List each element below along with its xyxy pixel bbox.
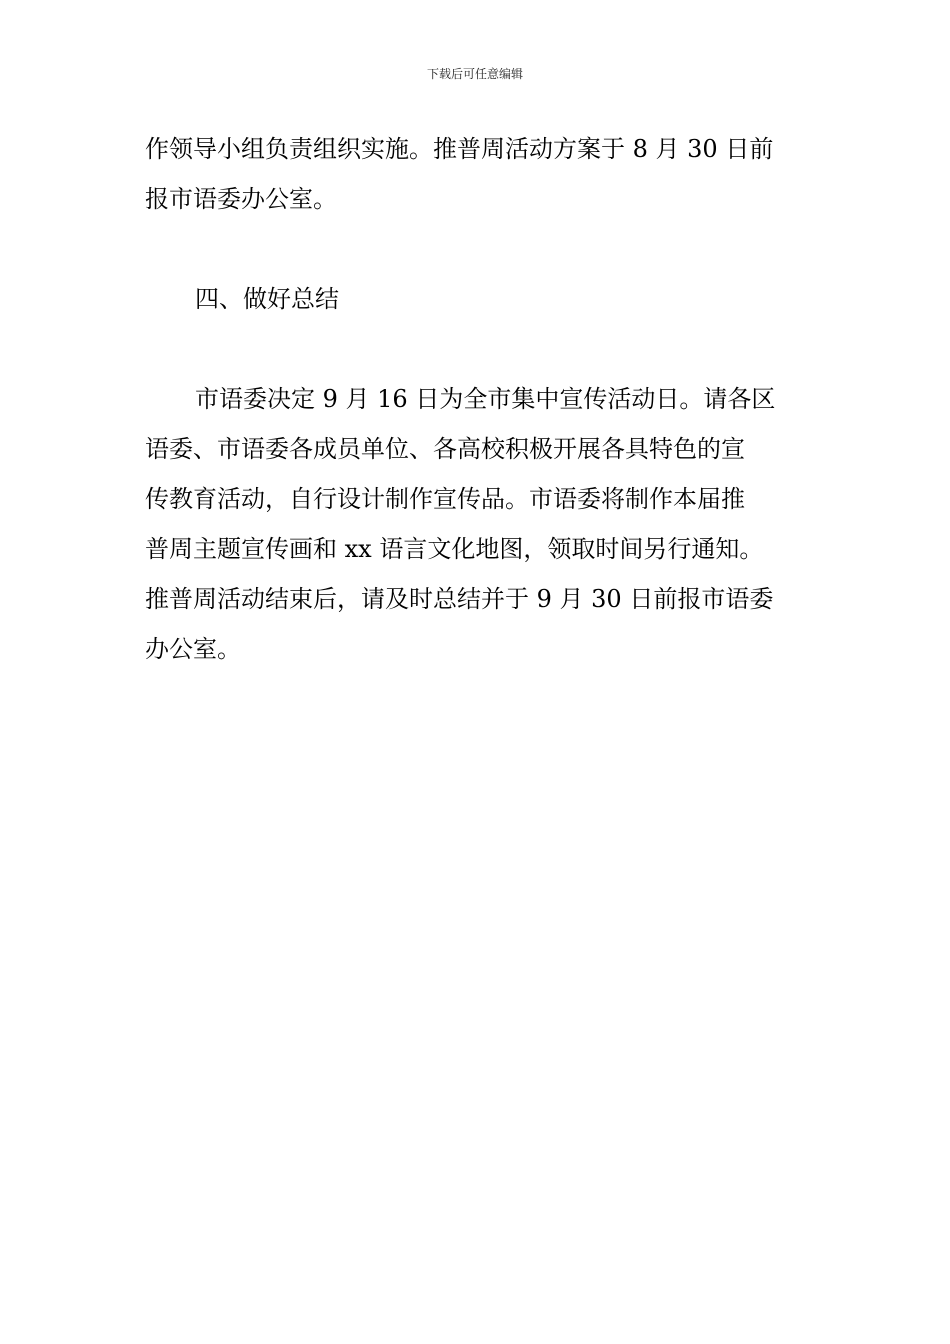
paragraph-line: 作领导小组负责组织实施。推普周活动方案于 8 月 30 日前 <box>145 135 774 163</box>
paragraph-line: 办公室。 <box>145 635 241 663</box>
paragraph-summary <box>145 374 810 674</box>
paragraph-line: 市语委决定 9 月 16 日为全市集中宣传活动日。请各区 <box>195 385 776 413</box>
paragraph-line: 普周主题宣传画和 xx 语言文化地图，领取时间另行通知。 <box>145 535 764 563</box>
paragraph-line: 语委、市语委各成员单位、各高校积极开展各具特色的宣 <box>145 435 745 463</box>
paragraph-continued <box>145 124 810 224</box>
paragraph-line: 传教育活动，自行设计制作宣传品。市语委将制作本届推 <box>145 485 745 513</box>
paragraph-line: 推普周活动结束后，请及时总结并于 9 月 30 日前报市语委 <box>145 585 774 613</box>
section-heading-text: 四、做好总结 <box>195 285 339 313</box>
section-heading <box>145 274 810 324</box>
page-header: 下载后可任意编辑 <box>426 67 523 81</box>
paragraph-line: 报市语委办公室。 <box>145 185 337 213</box>
